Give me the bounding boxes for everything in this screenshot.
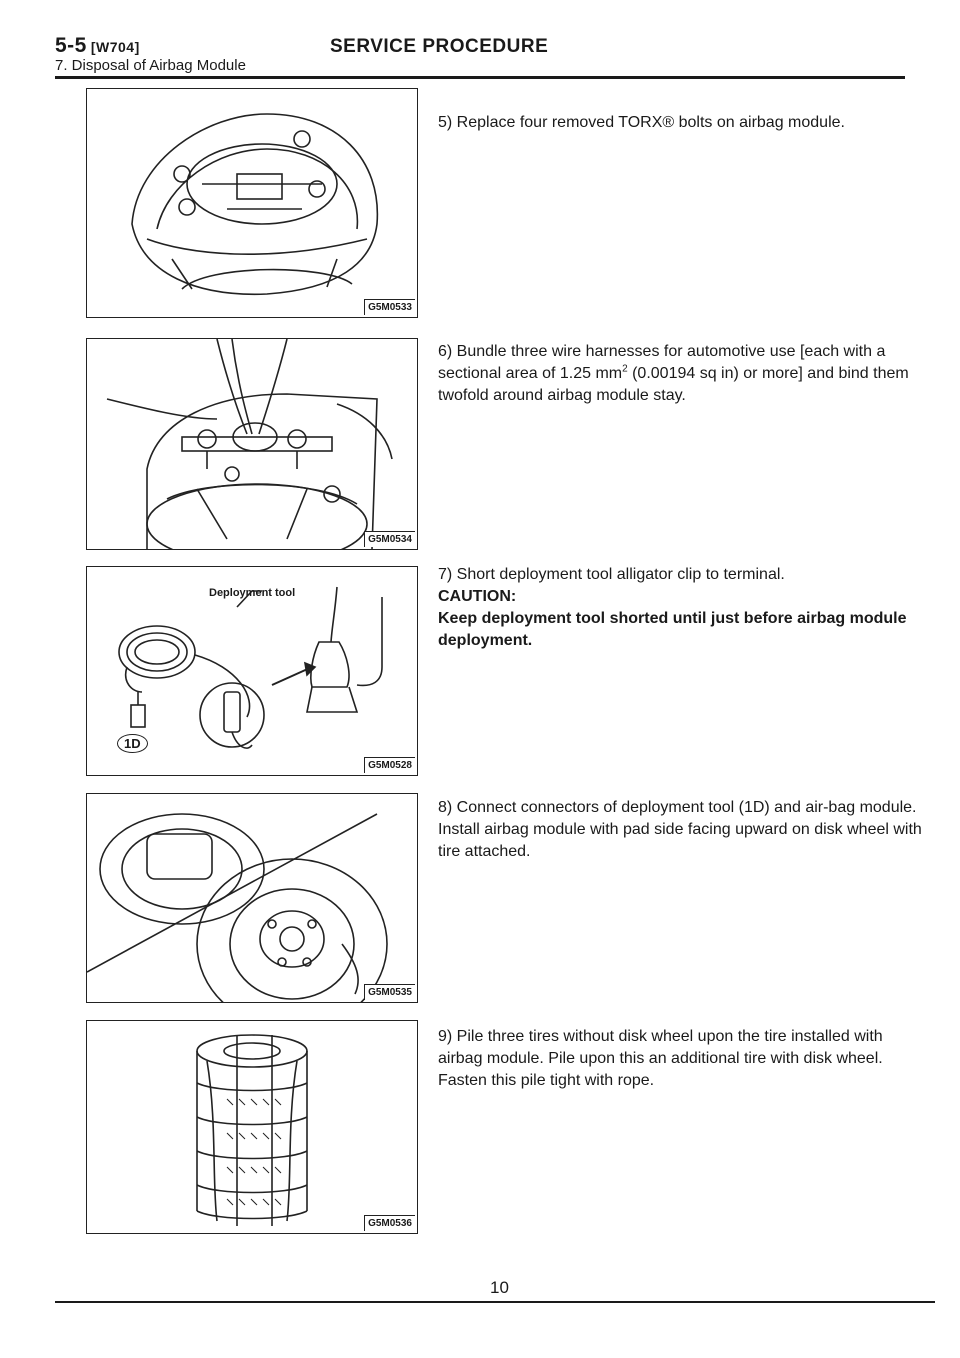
step-8-text-a: 8) Connect connectors of deployment tool (1D) and air-bag module. <box>438 799 917 816</box>
page-number: 10 <box>490 1278 509 1297</box>
caution-label: CAUTION: <box>438 588 517 605</box>
section-number: 5-5 [W704] <box>55 34 140 57</box>
page-title: SERVICE PROCEDURE <box>330 36 549 57</box>
figure-airbag-module-bolts <box>86 88 418 318</box>
figure-code: G5M0528 <box>364 757 415 773</box>
figure-code: G5M0533 <box>364 299 415 315</box>
step-9 <box>438 1026 926 1092</box>
step-6-text-b: (0.00194 sq in) or more] and bind them twofold around airbag module stay. <box>438 365 909 404</box>
figure-code: G5M0535 <box>364 984 415 1000</box>
module-on-wheel-illustration <box>87 794 417 1002</box>
caution-text: Keep deployment tool shorted until just before airbag module deployment. <box>438 610 907 649</box>
step-9-text: 9) Pile three tires without disk wheel upon the tire installed with airbag module. Pile upon this an additional tire with disk wheel. Fasten this pile tight with rope. <box>438 1028 883 1089</box>
airbag-module-illustration <box>87 89 417 317</box>
step-6-text-a: 6) Bundle three wire harnesses for automotive use [each with a sectional area of 1.25 mm <box>438 343 886 382</box>
section-subtitle: 7. Disposal of Airbag Module <box>55 57 246 74</box>
harness-bundle-illustration <box>87 339 417 549</box>
step-6-superscript: 2 <box>622 363 628 375</box>
step-8 <box>438 797 926 863</box>
step-6 <box>438 341 926 407</box>
header-divider <box>55 76 905 79</box>
step-5-text: 5) Replace four removed TORX® bolts on airbag module. <box>438 114 845 131</box>
figure-harness-bundle <box>86 338 418 550</box>
step-5 <box>438 112 926 134</box>
step-7 <box>438 564 926 652</box>
connector-label-1d: 1D <box>117 734 148 753</box>
figure-deployment-tool <box>86 566 418 776</box>
tire-stack-illustration <box>87 1021 417 1233</box>
step-7-text: 7) Short deployment tool alligator clip to terminal. <box>438 566 785 583</box>
section-code: [W704] <box>90 39 140 55</box>
deployment-tool-label: Deployment tool <box>209 587 296 599</box>
figure-module-on-wheel <box>86 793 418 1003</box>
figure-tire-stack <box>86 1020 418 1234</box>
figure-code: G5M0536 <box>364 1215 415 1231</box>
step-6-text <box>438 341 926 407</box>
footer-divider <box>55 1301 935 1303</box>
figure-code: G5M0534 <box>364 531 415 547</box>
step-8-text-b: Install airbag module with pad side facing upward on disk wheel with tire attached. <box>438 821 922 860</box>
